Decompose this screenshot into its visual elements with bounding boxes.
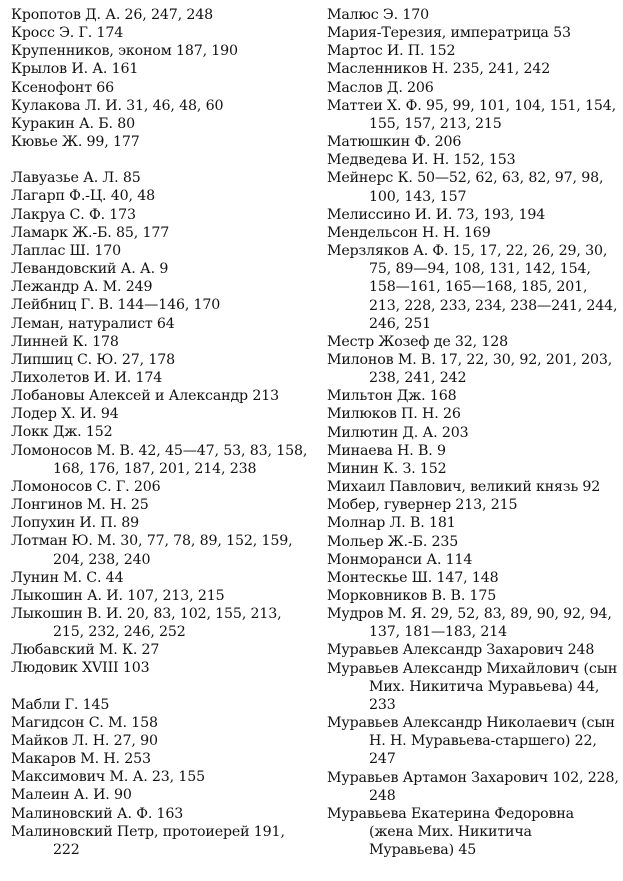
index-entry: Ломоносов М. В. 42, 45—47, 53, 83, 158, 168, 176, 187, 201, 214, 238 <box>11 442 308 477</box>
index-entry: Лодер Х. И. 94 <box>11 406 119 423</box>
index-entry: Леман, натуралист 64 <box>11 315 175 332</box>
index-entry: Лотман Ю. М. 30, 77, 78, 89, 152, 159, 204, 238, 240 <box>11 533 293 568</box>
index-entry: Левандовский А. А. 9 <box>11 261 169 278</box>
index-entry: Мабли Г. 145 <box>11 696 110 713</box>
index-entry: Локк Дж. 152 <box>11 424 113 441</box>
index-entry: Лихолетов И. И. 174 <box>11 369 163 386</box>
index-entry: Лежандр А. М. 249 <box>11 279 153 296</box>
index-entry: Медведева И. Н. 152, 153 <box>327 152 516 169</box>
index-entry: Муравьев Артамон Захарович 102, 228, 248 <box>327 769 619 804</box>
index-entry: Мильтон Дж. 168 <box>327 388 457 405</box>
index-entry: Линней К. 178 <box>11 333 119 350</box>
index-entry: Мейнерс К. 50—52, 62, 63, 82, 97, 98, 100, 143, 157 <box>327 170 604 205</box>
index-entry: Масленников Н. 235, 241, 242 <box>327 61 551 78</box>
index-entry: Мольер Ж.-Б. 235 <box>327 533 459 550</box>
index-entry: Магидсон С. М. 158 <box>11 714 158 731</box>
index-entry: Макаров М. Н. 253 <box>11 751 151 768</box>
index-entry: Милонов М. В. 17, 22, 30, 92, 201, 203, 238, 241, 242 <box>327 351 613 387</box>
index-entry: Милюков П. Н. 26 <box>327 406 461 423</box>
index-entry: Малеин А. И. 90 <box>11 787 132 804</box>
index-entry: Маттеи Х. Ф. 95, 99, 101, 104, 151, 154, 155, 157, 213, 215 <box>327 97 616 132</box>
index-entry: Мобер, гувернер 213, 215 <box>327 497 518 514</box>
index-entry: Монтескье Ш. 147, 148 <box>327 569 499 586</box>
letter-group-spacer <box>11 151 309 169</box>
index-entry: Маслов Д. 206 <box>327 79 434 96</box>
index-entry: Муравьев Александр Захарович 248 <box>327 642 595 659</box>
index-entry: Майков Л. Н. 27, 90 <box>11 732 158 749</box>
index-entry: Мудров М. Я. 29, 52, 83, 89, 90, 92, 94, 137, 181—183, 214 <box>327 606 612 641</box>
index-entry: Местр Жозеф де 32, 128 <box>327 333 509 350</box>
index-entry: Лакруа С. Ф. 173 <box>11 206 136 223</box>
index-entry: Мартос И. П. 152 <box>327 43 456 60</box>
index-entry: Муравьев Александр Михайлович (сын Мих. Никитича Муравьева) 44, 233 <box>327 660 618 713</box>
index-entry: Минин К. З. 152 <box>327 460 447 477</box>
index-entry: Ламарк Ж.-Б. 85, 177 <box>11 224 170 241</box>
index-entry: Ксенофонт 66 <box>11 79 115 96</box>
index-column-right <box>327 6 619 859</box>
index-entry: Мелиссино И. И. 73, 193, 194 <box>327 206 546 223</box>
index-entry: Муравьев Александр Николаевич (сын Н. Н. Муравьева-старшего) 22, 247 <box>327 715 615 768</box>
index-entry: Кулакова Л. И. 31, 46, 48, 60 <box>11 97 224 114</box>
index-entry: Лобановы Алексей и Александр 213 <box>11 388 279 405</box>
index-entry: Лавуазье А. Л. 85 <box>11 170 141 187</box>
index-entry: Крупенников, эконом 187, 190 <box>11 43 238 60</box>
index-entry: Лагарп Ф.-Ц. 40, 48 <box>11 188 155 205</box>
index-entry: Монморанси А. 114 <box>327 551 473 568</box>
index-entry: Любавский М. К. 27 <box>11 642 160 659</box>
index-entry: Лонгинов М. Н. 25 <box>11 497 149 514</box>
index-entry: Минаева Н. В. 9 <box>327 442 446 459</box>
index-entry: Мария-Терезия, императрица 53 <box>327 25 571 42</box>
letter-group-spacer <box>11 678 309 696</box>
index-column-left <box>11 6 309 859</box>
index-entry: Кювье Ж. 99, 177 <box>11 134 140 151</box>
index-entry: Морковников В. В. 175 <box>327 588 497 604</box>
index-entry: Кросс Э. Г. 174 <box>11 25 124 42</box>
index-entry: Малюс Э. 170 <box>327 7 429 23</box>
index-entry: Михаил Павлович, великий князь 92 <box>327 479 601 496</box>
index-entry: Куракин А. Б. 80 <box>11 115 136 132</box>
index-entry: Лунин М. С. 44 <box>11 569 124 586</box>
index-entry: Муравьева Екатерина Федоровна (жена Мих. Никитича Муравьева) 45 <box>327 805 574 859</box>
index-entry: Лопухин И. П. 89 <box>11 515 140 532</box>
index-entry: Людовик XVIII 103 <box>11 660 150 677</box>
index-entry: Лыкошин В. И. 20, 83, 102, 155, 213, 215, 232, 246, 252 <box>11 606 282 641</box>
index-entry: Мендельсон Н. Н. 169 <box>327 224 491 241</box>
index-entry: Лейбниц Г. В. 144—146, 170 <box>11 297 221 314</box>
index-entry: Лыкошин А. И. 107, 213, 215 <box>11 587 225 604</box>
index-entry: Мерзляков А. Ф. 15, 17, 22, 26, 29, 30, 75, 89—94, 108, 131, 142, 154, 158—161, 165—168, 185, 201, 213, 228, 233, 234, 238—241, 244, 246, 251 <box>327 243 618 332</box>
index-entry: Максимович М. А. 23, 155 <box>11 769 206 786</box>
index-entry: Малиновский А. Ф. 163 <box>11 805 184 822</box>
index-entry: Лаплас Ш. 170 <box>11 242 122 259</box>
index-entry: Малиновский Петр, протоиерей 191, 222 <box>11 823 285 858</box>
index-entry: Ломоносов С. Г. 206 <box>11 478 161 495</box>
index-entry: Крылов И. А. 161 <box>11 61 139 78</box>
index-entry: Липшиц С. Ю. 27, 178 <box>11 351 176 368</box>
index-entry: Кропотов Д. А. 26, 247, 248 <box>11 7 214 23</box>
index-entry: Матюшкин Ф. 206 <box>327 134 462 151</box>
index-entry: Молнар Л. В. 181 <box>327 515 456 532</box>
index-entry: Милютин Д. А. 203 <box>327 424 469 441</box>
